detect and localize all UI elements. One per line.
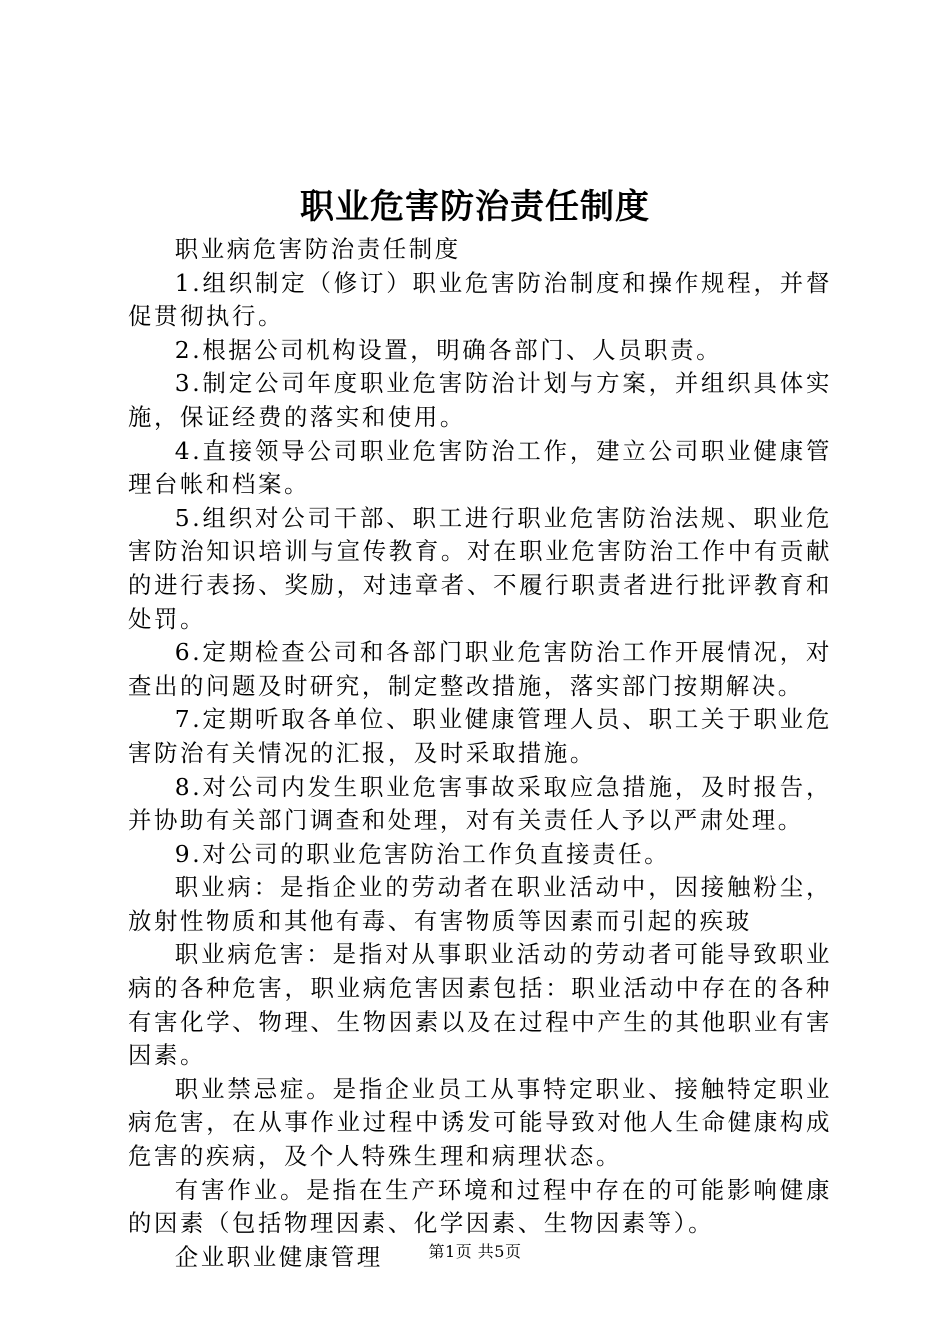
paragraph-item-3: 3.制定公司年度职业危害防治计划与方案，并组织具体实施，保证经费的落实和使用。: [128, 369, 832, 431]
paragraph-definition-hazard: 职业病危害：是指对从事职业活动的劳动者可能导致职业病的各种危害，职业病危害因素包括：职业活动中存在的各种有害化学、物理、生物因素以及在过程中产生的其他职业有害因素。: [128, 940, 832, 1070]
paragraph-item-1: 1.组织制定（修订）职业危害防治制度和操作规程，并督促贯彻执行。: [128, 268, 832, 331]
paragraph-item-2: 2.根据公司机构设置，明确各部门、人员职责。: [174, 335, 723, 364]
paragraph-item-8: 8.对公司内发生职业危害事故采取应急措施，及时报告，并协助有关部门调查和处理，对有关责任人予以严肃处理。: [128, 772, 832, 835]
paragraph-item-9: 9.对公司的职业危害防治工作负直接责任。: [174, 839, 671, 868]
paragraph-item-4: 4.直接领导公司职业危害防治工作，建立公司职业健康管理台帐和档案。: [128, 436, 832, 499]
page-title: 职业危害防治责任制度: [300, 187, 650, 227]
paragraph-definition-contraindication: 职业禁忌症。是指企业员工从事特定职业、接触特定职业病危害，在从事作业过程中诱发可能导致对他人生命健康构成危害的疾病，及个人特殊生理和病理状态。: [128, 1074, 832, 1171]
paragraph-definition-occupational-disease: 职业病：是指企业的劳动者在职业活动中，因接触粉尘，放射性物质和其他有毒、有害物质等因素而引起的疾玻: [128, 873, 832, 935]
page-footer: 第1页 共5页: [428, 1242, 522, 1261]
paragraph-item-6: 6.定期检查公司和各部门职业危害防治工作开展情况，对查出的问题及时研究，制定整改措施，落实部门按期解决。: [128, 638, 832, 700]
paragraph-subtitle: 职业病危害防治责任制度: [174, 235, 461, 263]
document-body: [128, 233, 832, 1274]
paragraph-item-5: 5.组织对公司干部、职工进行职业危害防治法规、职业危害防治知识培训与宣传教育。对在职业危害防治工作中有贡献的进行表扬、奖励，对违章者、不履行职责者进行批评教育和处罚。: [128, 503, 832, 633]
paragraph-item-7: 7.定期听取各单位、职业健康管理人员、职工关于职业危害防治有关情况的汇报，及时采取措施。: [128, 705, 832, 767]
paragraph-section-heading: 企业职业健康管理: [174, 1242, 383, 1271]
paragraph-definition-harmful-work: 有害作业。是指在生产环境和过程中存在的可能影响健康的因素（包括物理因素、化学因素、生物因素等）。: [128, 1175, 832, 1238]
